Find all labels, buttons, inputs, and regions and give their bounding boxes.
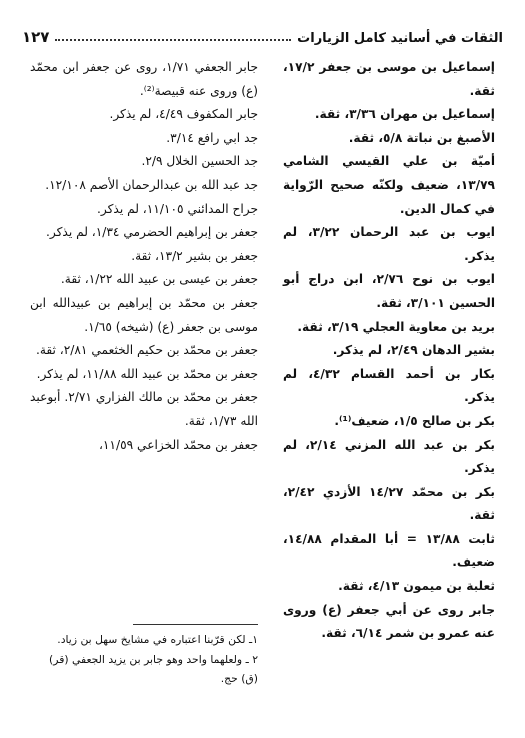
list-item: بكر بن محمّد ١٤/٢٧ الأزدي ٢/٤٢، ثقة.	[283, 484, 495, 523]
footnotes	[30, 630, 258, 689]
list-item: جابر الجعفي ١/٧١، روى عن جعفر ابن محمّد (ع) وروى عنه قبيصة⁽²⁾.	[30, 60, 258, 98]
list-item: جعفر بن بشير ١٣/٢، ثقة.	[131, 248, 258, 263]
list-item: جابر المكفوف ٤/٤٩، لم يذكر.	[109, 107, 258, 122]
list-item: جعفر بن محمّد بن إبراهيم بن عبيدالله ابن موسى بن جعفر (ع) (شيخه) ١/٦٥.	[30, 295, 258, 334]
running-header	[22, 20, 503, 46]
list-item: جد عبد الله بن عبدالرحمان الأصم ١٢/١٠٨.	[45, 177, 258, 192]
list-item: ثابت ١٣/٨٨ = أبا المقدام ١٤/٨٨، ضعيف.	[283, 531, 495, 570]
list-item: إسماعيل بن موسى بن جعفر ١٧/٢، ثقة.	[283, 60, 495, 98]
list-item: بكار بن أحمد القسام ٤/٣٢، لم يذكر.	[283, 366, 495, 405]
right-column	[283, 56, 495, 646]
list-item: جعفر بن محمّد بن مالك الفزاري ٢/٧١. أبوعبد الله ١/٧٣، ثقة.	[30, 390, 258, 428]
list-item: بريد بن معاوية العجلي ٣/١٩، ثقة.	[297, 319, 495, 334]
list-item: ايوب بن عبد الرحمان ٣/٢٢، لم يذكر.	[283, 225, 495, 263]
list-item: جعفر بن إبراهيم الحضرمي ١/٣٤، لم يذكر.	[46, 225, 258, 240]
footnote: ٢ ـ ولعلهما واحد وهو جابر بن يزيد الجعفي (قر) (ق) حج.	[49, 652, 258, 685]
list-item: جعفر بن عيسى بن عبيد الله ١/٢٢، ثقة.	[60, 272, 258, 287]
list-item: ثعلبة بن ميمون ٤/١٣، ثقة.	[338, 579, 495, 594]
list-item: جعفر بن محمّد الخزاعي ١١/٥٩،	[98, 437, 258, 452]
footnote-separator	[133, 624, 258, 625]
footnote: ١ـ لكن قرّبنا اعتباره في مشايخ سهل بن زياد.	[57, 633, 258, 646]
header-title: الثقات في أسانيد كامل الزيارات	[297, 31, 503, 46]
list-item: بكر بن صالح ١/٥، ضعيف⁽¹⁾.	[334, 413, 495, 428]
list-item: جد الحسين الخلال ٢/٩.	[141, 154, 258, 169]
page-number: ١٢٧	[22, 28, 50, 46]
list-item: ايوب بن نوح ٢/٧٦، ابن دراج أبو الحسين ٣/١٠١، ثقة.	[283, 272, 495, 310]
left-column	[30, 56, 258, 457]
list-item: جعفر بن محمّد بن حكيم الخثعمي ٢/٨١، ثقة.	[35, 343, 258, 358]
list-item: أميّة بن علي القيسي الشامي ١٣/٧٩، ضعيف ولكنّه صحيح الرّواية في كمال الدين.	[283, 154, 495, 216]
list-item: الأصبغ بن نباتة ٥/٨، ثقة.	[348, 130, 495, 145]
list-item: جابر روى عن أبي جعفر (ع) وروى عنه عمرو بن شمر ٦/١٤، ثقة.	[283, 602, 495, 641]
list-item: جد ابي رافع ٣/١٤.	[166, 130, 258, 145]
list-item: جعفر بن محمّد بن عبيد الله ١١/٨٨، لم يذكر.	[36, 366, 258, 381]
list-item: بشير الدهان ٢/٤٩، لم يذكر.	[332, 343, 495, 358]
list-item: جراح المدائني ١١/١٠٥، لم يذكر.	[97, 201, 258, 216]
list-item: إسماعيل بن مهران ٣/٣٦، ثقة.	[314, 107, 495, 122]
header-dot-leader	[55, 38, 291, 41]
list-item: بكر بن عبد الله المزني ٢/١٤، لم يذكر.	[283, 437, 495, 476]
